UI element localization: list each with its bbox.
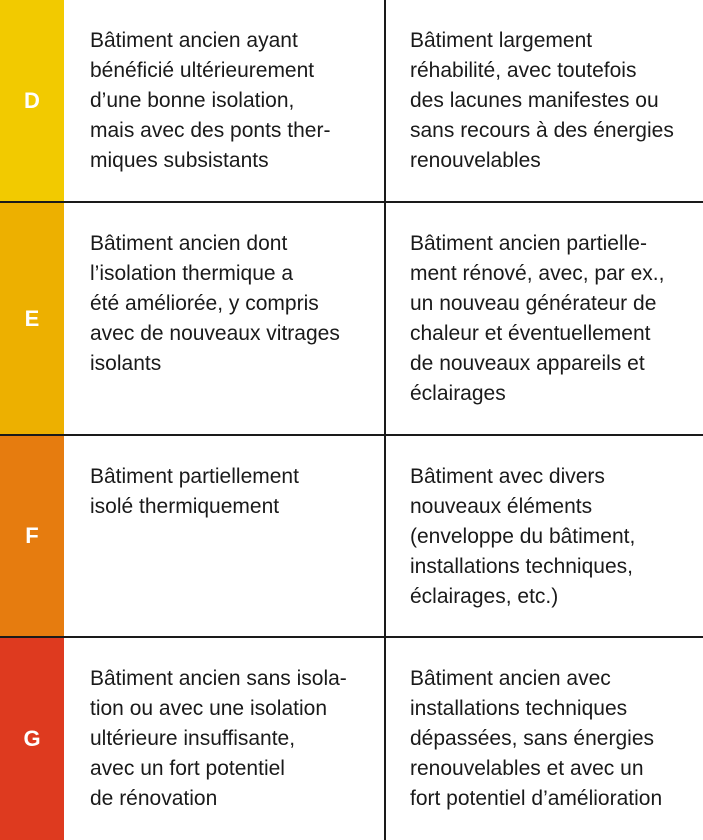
description-cell: Bâtiment ancien ayant bénéficié ultérieurement d’une bonne isolation, mais avec des ponts ther- miques subsistants: [64, 0, 386, 201]
description-cell: Bâtiment ancien dont l’isolation thermique a été améliorée, y compris avec de nouveaux vitrages isolants: [64, 203, 386, 434]
table-row-d: [0, 0, 703, 203]
grade-badge-d: D: [0, 0, 64, 201]
grade-badge-f: F: [0, 436, 64, 636]
description-cell: Bâtiment ancien sans isola- tion ou avec une isolation ultérieure insuffisante, avec un fort potentiel de rénovation: [64, 638, 386, 840]
table-row-g: [0, 638, 703, 840]
grade-badge-e: E: [0, 203, 64, 434]
table-row-f: [0, 436, 703, 638]
table-row-e: [0, 203, 703, 436]
description-cell: Bâtiment largement réhabilité, avec toutefois des lacunes manifestes ou sans recours à des énergies renouvelables: [410, 29, 674, 172]
description-cell: Bâtiment ancien avec installations techniques dépassées, sans énergies renouvelables et avec un fort potentiel d’amélioration: [410, 667, 663, 810]
description-cell: Bâtiment partiellement isolé thermiquement: [64, 436, 386, 636]
grade-badge-g: G: [0, 638, 64, 840]
description-cell: Bâtiment ancien partielle- ment rénové, avec, par ex., un nouveau générateur de chaleur et éventuellement de nouveaux appareils et éclairages: [410, 232, 665, 405]
description-cell: Bâtiment avec divers nouveaux éléments (enveloppe du bâtiment, installations techniques, éclairages, etc.): [410, 465, 636, 608]
